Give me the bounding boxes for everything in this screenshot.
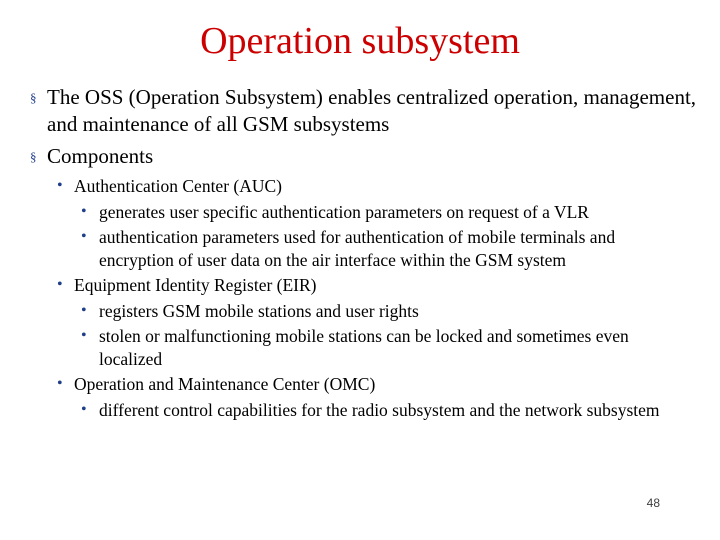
detail-text: registers GSM mobile stations and user rights bbox=[99, 300, 419, 321]
dot-bullet-icon: • bbox=[57, 375, 63, 392]
component-eir bbox=[0, 274, 720, 297]
dot-bullet-icon: • bbox=[81, 202, 87, 220]
section-bullet-icon: § bbox=[30, 149, 37, 164]
bullet-text: The OSS (Operation Subsystem) enables centralized operation, management, and maintenance of all GSM subsystems bbox=[47, 85, 697, 136]
detail-text: generates user specific authentication parameters on request of a VLR bbox=[99, 201, 589, 222]
dot-bullet-icon: • bbox=[57, 177, 63, 194]
detail-text: stolen or malfunctioning mobile stations can be locked and sometimes even localized bbox=[99, 326, 629, 369]
dot-bullet-icon: • bbox=[81, 327, 87, 344]
dot-bullet-icon: • bbox=[81, 301, 87, 319]
component-title: Equipment Identity Register (EIR) bbox=[74, 275, 317, 295]
component-title: Authentication Center (AUC) bbox=[74, 176, 283, 196]
detail-text: different control capabilities for the radio subsystem and the network subsystem bbox=[99, 399, 660, 420]
bullet-components bbox=[0, 143, 720, 170]
page-number: 48 bbox=[646, 496, 660, 510]
omc-detail bbox=[0, 399, 720, 422]
auc-detail bbox=[0, 226, 720, 271]
section-bullet-icon: § bbox=[30, 90, 37, 105]
eir-detail bbox=[0, 300, 720, 323]
detail-text: authentication parameters used for authentication of mobile terminals and encryption of user data on the air interface within the GSM system bbox=[99, 227, 616, 270]
component-auc bbox=[0, 175, 720, 198]
slide-title: Operation subsystem bbox=[200, 20, 520, 62]
bullet-oss-definition bbox=[0, 84, 720, 138]
slide-content bbox=[0, 84, 720, 424]
eir-detail bbox=[0, 325, 720, 370]
auc-detail bbox=[0, 201, 720, 224]
dot-bullet-icon: • bbox=[57, 276, 63, 293]
component-title: Operation and Maintenance Center (OMC) bbox=[74, 374, 376, 394]
bullet-text: Components bbox=[47, 144, 154, 168]
dot-bullet-icon: • bbox=[81, 400, 87, 418]
dot-bullet-icon: • bbox=[81, 228, 87, 245]
component-omc bbox=[0, 373, 720, 396]
